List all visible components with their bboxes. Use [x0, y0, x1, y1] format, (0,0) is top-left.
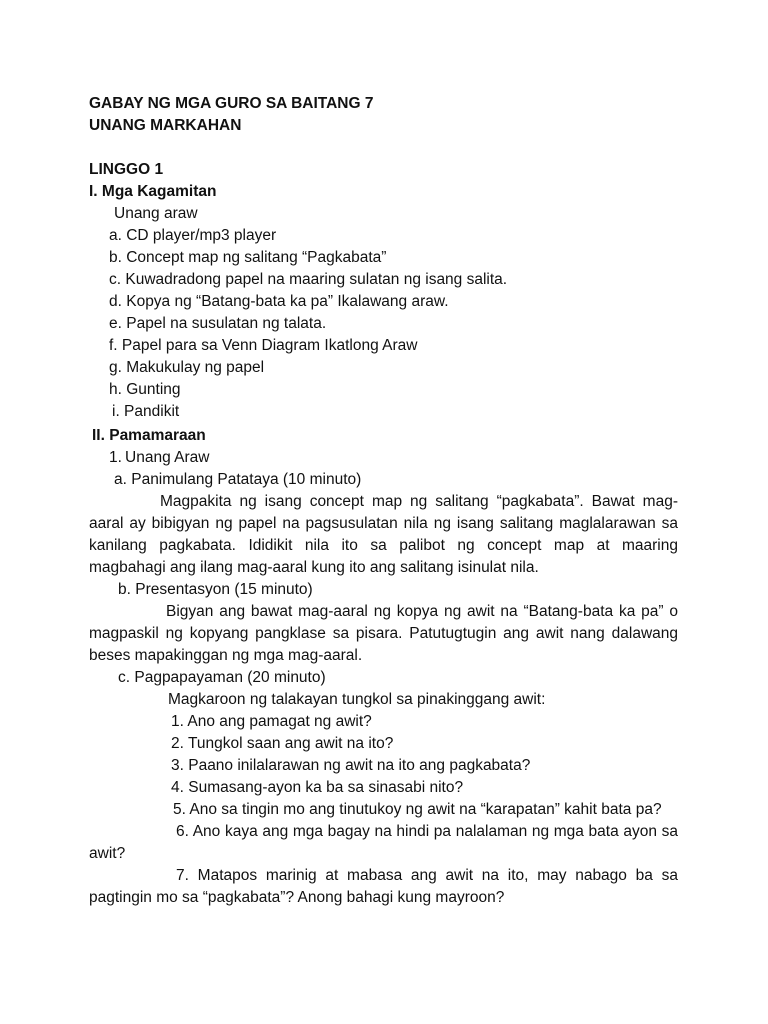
section-a-paragraph-line: kanilang pagkabata. Ididikit nila ito sa palibot ng concept map at maaring — [89, 537, 678, 554]
section-a-paragraph-line: aaral ay bibigyan ng papel na pagsusulatan nila ng isang salitang maglalarawan sa — [89, 515, 678, 532]
material-item: g. Makukulay ng papel — [109, 359, 265, 376]
material-item: h. Gunting — [109, 381, 181, 398]
section-b-paragraph-line: magpaskil ng kopyang pangklase sa pisara. Patutugtugin ang awit nang dalawang — [89, 625, 678, 642]
material-item: a. CD player/mp3 player — [109, 227, 277, 244]
discussion-question: 2. Tungkol saan ang awit na ito? — [171, 735, 394, 752]
material-item: i. Pandikit — [112, 403, 180, 420]
quarter-title: UNANG MARKAHAN — [89, 117, 242, 134]
document-title: GABAY NG MGA GURO SA BAITANG 7 — [89, 95, 374, 112]
material-item: c. Kuwadradong papel na maaring sulatan ng isang salita. — [109, 271, 508, 288]
material-item: d. Kopya ng “Batang-bata ka pa” Ikalawang araw. — [109, 293, 449, 310]
discussion-question: 3. Paano inilalarawan ng awit na ito ang pagkabata? — [171, 757, 531, 774]
discussion-question: 4. Sumasang-ayon ka ba sa sinasabi nito? — [171, 779, 464, 796]
discussion-question: 7. Matapos marinig at mabasa ang awit na ito, may nabago ba sa — [176, 867, 678, 884]
section-a-paragraph-line: Magpakita ng isang concept map ng salitang “pagkabata”. Bawat mag- — [160, 493, 678, 510]
discussion-question-continuation: awit? — [89, 845, 126, 862]
section-c-intro: Magkaroon ng talakayan tungkol sa pinakinggang awit: — [168, 691, 546, 708]
material-item: e. Papel na susulatan ng talata. — [109, 315, 327, 332]
section-b-paragraph-line: beses mapakinggan ng mga mag-aaral. — [89, 647, 363, 664]
section-b-paragraph-line: Bigyan ang bawat mag-aaral ng kopya ng awit na “Batang-bata ka pa” o — [166, 603, 678, 620]
procedure-heading: II. Pamamaraan — [92, 427, 206, 444]
discussion-question-continuation: pagtingin mo sa “pagkabata”? Anong bahagi kung mayroon? — [89, 889, 505, 906]
discussion-question: 1. Ano ang pamagat ng awit? — [171, 713, 372, 730]
materials-heading: I. Mga Kagamitan — [89, 183, 217, 200]
discussion-question: 6. Ano kaya ang mga bagay na hindi pa nalalaman ng mga bata ayon sa — [176, 823, 678, 840]
section-c-title: c. Pagpapayaman (20 minuto) — [118, 669, 326, 686]
section-b-title: b. Presentasyon (15 minuto) — [118, 581, 313, 598]
material-item: b. Concept map ng salitang “Pagkabata” — [109, 249, 387, 266]
week-heading: LINGGO 1 — [89, 161, 164, 178]
section-a-title: a. Panimulang Patataya (10 minuto) — [114, 471, 362, 488]
section-a-paragraph-line: magbahagi ang ilang mag-aaral kung ito ang salitang isinulat nila. — [89, 559, 539, 576]
material-item: f. Papel para sa Venn Diagram Ikatlong Araw — [109, 337, 418, 354]
procedure-day-label: 1. Unang Araw — [109, 449, 210, 466]
discussion-question: 5. Ano sa tingin mo ang tinutukoy ng awit na “karapatan” kahit bata pa? — [173, 801, 662, 818]
materials-day-label: Unang araw — [114, 205, 198, 222]
